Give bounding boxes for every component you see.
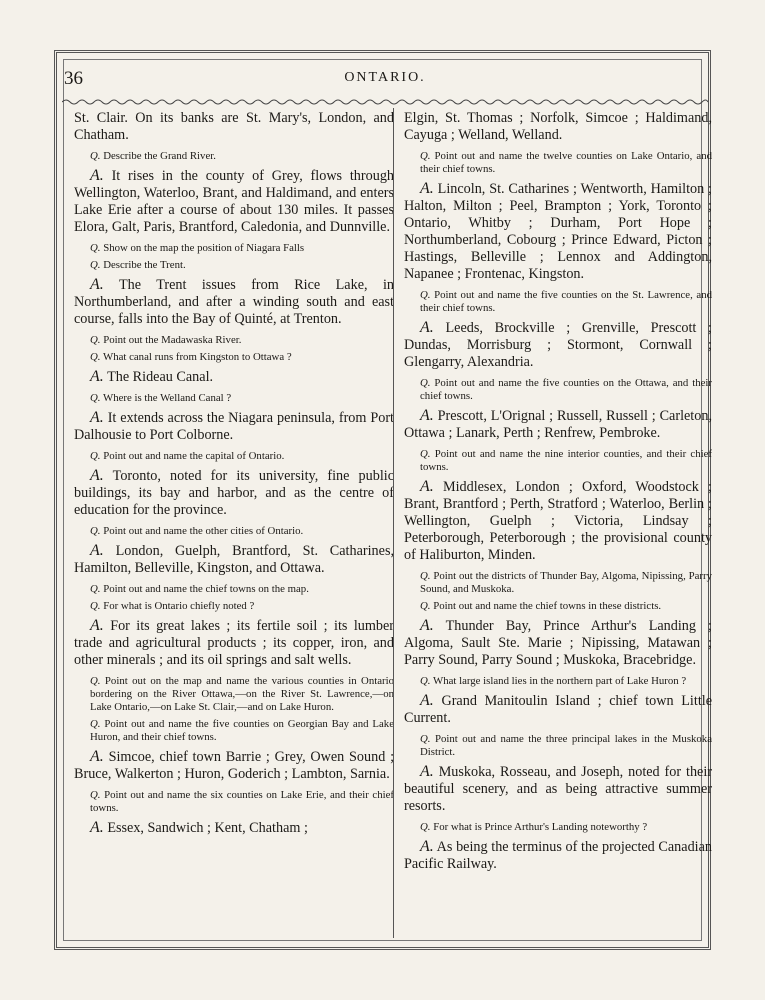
answer: [404, 763, 712, 815]
question: [420, 289, 712, 315]
question-label: Q.: [90, 789, 101, 801]
question-label: Q.: [90, 675, 101, 687]
answer: [74, 167, 394, 236]
answer-label: A.: [420, 407, 434, 424]
question-label: Q.: [420, 821, 431, 833]
question-label: Q.: [420, 448, 431, 460]
question: [90, 150, 394, 163]
question-label: Q.: [420, 600, 431, 612]
text: Point out and name the three principal lakes in the Muskoka District.: [420, 733, 712, 758]
answer-label: A.: [420, 478, 434, 495]
answer-label: A.: [90, 409, 104, 426]
text: Point out and name the chief towns in these districts.: [433, 600, 662, 612]
text: It rises in the county of Grey, flows through Wellington, Waterloo, Brant, and Haldimand, and enters Lake Erie after a course of about 130 miles. It passes Elora, Galt, Paris, Brantford, Caledonia, and Dunnville.: [74, 168, 394, 235]
text: Lincoln, St. Catharines ; Wentworth, Hamilton ; Halton, Milton ; Peel, Brampton ; York, Toronto ; Ontario, Whitby ; Durham, Port Hope ; Northumberland, Cobourg ; Prince Edward, Picton ; Hastings, Belleville ; Lennox and Addington, Napanee ; Frontenac, Kingston.: [404, 181, 712, 282]
text: For what is Prince Arthur's Landing noteworthy ?: [433, 821, 648, 833]
question-label: Q.: [420, 150, 431, 162]
running-title: ONTARIO.: [344, 70, 426, 85]
text: St. Clair. On its banks are St. Mary's, London, and Chatham.: [74, 110, 394, 143]
column-divider: [393, 108, 394, 938]
text: Leeds, Brockville ; Grenville, Prescott ; Dundas, Morrisburg ; Stormont, Cornwall ; Glengarry, Alexandria.: [404, 320, 712, 370]
left-column: [74, 110, 394, 940]
question: [420, 570, 712, 596]
question-label: Q.: [90, 583, 101, 595]
text: Simcoe, chief town Barrie ; Grey, Owen Sound ; Bruce, Walkerton ; Huron, Goderich ; Lambton, Sarnia.: [74, 749, 394, 782]
text: The Trent issues from Rice Lake, in Northumberland, and after a winding south and east course, falls into the Bay of Quinté, at Trenton.: [74, 277, 394, 327]
text: What large island lies in the northern part of Lake Huron ?: [433, 675, 687, 687]
question: [90, 259, 394, 272]
text: It extends across the Niagara peninsula, from Port Dalhousie to Port Colborne.: [74, 410, 394, 443]
question-label: Q.: [90, 525, 101, 537]
answer-label: A.: [90, 276, 104, 293]
answer: [404, 407, 712, 442]
text: Point out the districts of Thunder Bay, Algoma, Nipissing, Parry Sound, and Muskoka.: [420, 570, 712, 595]
answer-label: A.: [420, 692, 434, 709]
question: [90, 525, 394, 538]
question-label: Q.: [90, 718, 101, 730]
text: Essex, Sandwich ; Kent, Chatham ;: [107, 820, 308, 836]
ornamental-rule: [62, 98, 708, 106]
page-number: 36: [64, 68, 83, 89]
answer-label: A.: [420, 617, 434, 634]
page-header: [60, 68, 710, 92]
question-label: Q.: [90, 334, 101, 346]
text: As being the terminus of the projected Canadian Pacific Railway.: [404, 839, 712, 872]
text: Describe the Grand River.: [103, 150, 216, 162]
answer-label: A.: [90, 167, 104, 184]
answer-label: A.: [90, 617, 104, 634]
text: Show on the map the position of Niagara Falls: [103, 242, 305, 254]
answer: [74, 542, 394, 577]
answer-label: A.: [90, 542, 104, 559]
question: [420, 821, 712, 834]
answer: [74, 276, 394, 328]
question: [420, 448, 712, 474]
right-column: [404, 110, 712, 940]
question-label: Q.: [420, 733, 431, 745]
answer-label: A.: [90, 819, 104, 836]
text: Point out and name the nine interior counties, and their chief towns.: [420, 448, 712, 473]
question: [420, 733, 712, 759]
text: For what is Ontario chiefly noted ?: [103, 600, 255, 612]
text: Point out and name the five counties on the Ottawa, and their chief towns.: [420, 377, 712, 402]
text: Point out on the map and name the various counties in Ontario bordering on the River Ottawa,—on the River St. Lawrence,—on Lake Ontario,—on Lake St. Clair,—and on Lake Huron.: [90, 675, 394, 713]
question-label: Q.: [90, 392, 101, 404]
answer: [404, 617, 712, 669]
question: [90, 718, 394, 744]
answer: [404, 838, 712, 873]
answer-label: A.: [420, 838, 434, 855]
answer-label: A.: [420, 763, 434, 780]
answer-label: A.: [90, 467, 104, 484]
answer: [404, 692, 712, 727]
question-label: Q.: [90, 150, 101, 162]
text: For its great lakes ; its fertile soil ; its lumber trade and agricultural products ; its copper, iron, and other minerals ; and its oil springs and salt wells.: [74, 618, 394, 668]
answer: [74, 819, 394, 837]
text: Point out and name the capital of Ontario.: [103, 450, 285, 462]
question-label: Q.: [90, 259, 101, 271]
answer: [74, 409, 394, 444]
text: Point out and name the chief towns on the map.: [103, 583, 309, 595]
question-label: Q.: [420, 377, 431, 389]
text: Thunder Bay, Prince Arthur's Landing ; Algoma, Sault Ste. Marie ; Nipissing, Matawan ; Parry Sound, Parry Sound ; Muskoka, Bracebridge.: [404, 618, 712, 668]
text: Prescott, L'Orignal ; Russell, Russell ; Carleton, Ottawa ; Lanark, Perth ; Renfrew, Pembroke.: [404, 408, 712, 441]
answer: [404, 319, 712, 371]
paragraph: [404, 110, 712, 144]
text: Elgin, St. Thomas ; Norfolk, Simcoe ; Haldimand, Cayuga ; Welland, Welland.: [404, 110, 712, 143]
answer-label: A.: [420, 319, 434, 336]
question: [90, 334, 394, 347]
question-label: Q.: [420, 289, 431, 301]
question-label: Q.: [90, 600, 101, 612]
text: Toronto, noted for its university, fine public buildings, its bay and harbor, and as the centre of education for the province.: [74, 468, 394, 518]
question: [90, 675, 394, 714]
text: Where is the Welland Canal ?: [103, 392, 232, 404]
question: [420, 600, 712, 613]
text: London, Guelph, Brantford, St. Catharines, Hamilton, Belleville, Kingston, and Ottawa.: [74, 543, 394, 576]
text: Point out and name the five counties on Georgian Bay and Lake Huron, and their chief towns.: [90, 718, 394, 743]
text: Point out and name the five counties on the St. Lawrence, and their chief towns.: [420, 289, 712, 314]
text: Point out and name the other cities of Ontario.: [103, 525, 304, 537]
question: [90, 600, 394, 613]
text: Grand Manitoulin Island ; chief town Little Current.: [404, 693, 712, 726]
answer: [74, 748, 394, 783]
answer-label: A.: [420, 180, 434, 197]
question: [420, 150, 712, 176]
answer: [74, 368, 394, 386]
text: Describe the Trent.: [103, 259, 186, 271]
question-label: Q.: [90, 351, 101, 363]
paragraph: [74, 110, 394, 144]
question-label: Q.: [90, 450, 101, 462]
wavy-rule-line: [62, 100, 708, 104]
question-label: Q.: [90, 242, 101, 254]
question-label: Q.: [420, 675, 431, 687]
text: The Rideau Canal.: [107, 369, 214, 385]
question: [90, 242, 394, 255]
text: Muskoka, Rosseau, and Joseph, noted for their beautiful scenery, and as being attractive summer resorts.: [404, 764, 712, 814]
question: [90, 392, 394, 405]
question: [420, 377, 712, 403]
answer: [404, 180, 712, 283]
answer: [404, 478, 712, 564]
question: [90, 351, 394, 364]
answer-label: A.: [90, 748, 104, 765]
text: Point out the Madawaska River.: [103, 334, 242, 346]
question-label: Q.: [420, 570, 431, 582]
text: Point out and name the twelve counties on Lake Ontario, and their chief towns.: [420, 150, 712, 175]
text: Middlesex, London ; Oxford, Woodstock ; Brant, Brantford ; Perth, Stratford ; Waterloo, Berlin ; Wellington, Guelph ; Victoria, Lindsay ; Peterborough, Peterborough ; the provisional county of Haliburton, Minden.: [404, 479, 712, 563]
question: [420, 675, 712, 688]
answer-label: A.: [90, 368, 104, 385]
question: [90, 583, 394, 596]
text: Point out and name the six counties on Lake Erie, and their chief towns.: [90, 789, 394, 814]
question: [90, 789, 394, 815]
answer: [74, 467, 394, 519]
answer: [74, 617, 394, 669]
question: [90, 450, 394, 463]
text: What canal runs from Kingston to Ottawa ?: [103, 351, 292, 363]
